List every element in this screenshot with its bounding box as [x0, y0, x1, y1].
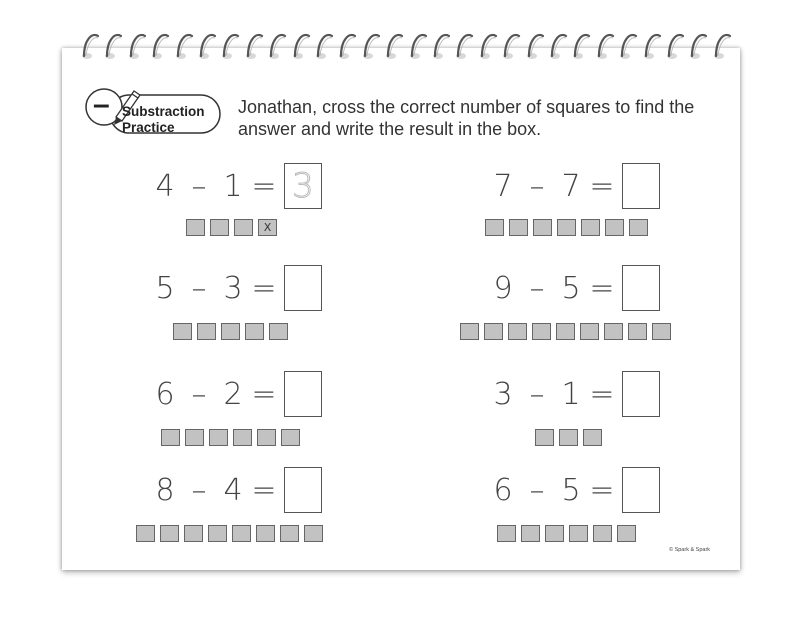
counting-square[interactable] — [256, 525, 275, 542]
answer-box[interactable] — [622, 163, 660, 209]
counting-square[interactable] — [233, 429, 252, 446]
counting-square[interactable] — [593, 525, 612, 542]
counting-square[interactable] — [173, 323, 192, 340]
counting-square[interactable] — [559, 429, 578, 446]
counting-square[interactable] — [280, 525, 299, 542]
counting-square[interactable] — [604, 323, 623, 340]
answer-box[interactable] — [284, 265, 322, 311]
subtraction-problem — [486, 371, 660, 417]
subtrahend: 7 — [561, 168, 581, 204]
counting-square[interactable] — [160, 525, 179, 542]
counting-square[interactable] — [234, 219, 253, 236]
spiral-coil — [710, 30, 738, 62]
counting-square[interactable] — [545, 525, 564, 542]
minus-operator: – — [529, 270, 545, 306]
minuend: 4 — [155, 168, 175, 204]
counting-squares — [173, 323, 288, 340]
subtrahend: 1 — [561, 376, 581, 412]
minus-sign: – — [93, 88, 110, 121]
badge-line1: Substraction — [122, 104, 205, 119]
subtrahend: 4 — [223, 472, 243, 508]
subtraction-problem — [486, 467, 660, 513]
counting-square[interactable] — [533, 219, 552, 236]
subtraction-problem — [148, 467, 322, 513]
counting-square[interactable] — [460, 323, 479, 340]
equals-sign: = — [589, 472, 615, 508]
counting-square[interactable] — [605, 219, 624, 236]
minus-operator: – — [529, 472, 545, 508]
equals-sign: = — [589, 270, 615, 306]
minus-operator: – — [529, 168, 545, 204]
counting-square[interactable] — [532, 323, 551, 340]
counting-square[interactable] — [580, 323, 599, 340]
minuend: 7 — [493, 168, 513, 204]
subtrahend: 5 — [561, 270, 581, 306]
minus-operator: – — [191, 472, 207, 508]
answer-box[interactable] — [622, 467, 660, 513]
counting-square[interactable] — [581, 219, 600, 236]
counting-square[interactable] — [484, 323, 503, 340]
equals-sign: = — [251, 270, 277, 306]
counting-squares — [136, 525, 323, 542]
badge-line2: Practice — [122, 120, 175, 135]
subtraction-problem — [148, 371, 322, 417]
minus-operator: – — [191, 168, 207, 204]
counting-square[interactable] — [269, 323, 288, 340]
counting-square[interactable] — [161, 429, 180, 446]
copyright-notice: © Spark & Spark — [669, 547, 711, 553]
crossed-square[interactable]: X — [258, 219, 277, 236]
counting-square[interactable] — [628, 323, 647, 340]
answer-box[interactable] — [284, 467, 322, 513]
answer-box[interactable] — [622, 371, 660, 417]
counting-square[interactable] — [185, 429, 204, 446]
counting-square[interactable] — [304, 525, 323, 542]
counting-square[interactable] — [556, 323, 575, 340]
counting-squares — [535, 429, 602, 446]
minuend: 5 — [155, 270, 175, 306]
minuend: 6 — [155, 376, 175, 412]
minuend: 3 — [493, 376, 513, 412]
counting-square[interactable] — [629, 219, 648, 236]
counting-square[interactable] — [209, 429, 228, 446]
counting-square[interactable] — [257, 429, 276, 446]
counting-square[interactable] — [210, 219, 229, 236]
subtraction-problem — [148, 163, 322, 209]
minus-operator: – — [191, 270, 207, 306]
subtrahend: 3 — [223, 270, 243, 306]
counting-square[interactable] — [485, 219, 504, 236]
counting-square[interactable] — [569, 525, 588, 542]
minuend: 9 — [493, 270, 513, 306]
instructions-text: Jonathan, cross the correct number of squares to find the answer and write the result in the box. — [238, 97, 695, 139]
answer-box[interactable] — [284, 371, 322, 417]
counting-square[interactable] — [136, 525, 155, 542]
counting-square[interactable] — [497, 525, 516, 542]
counting-square[interactable] — [521, 525, 540, 542]
counting-square[interactable] — [583, 429, 602, 446]
subtraction-problem — [486, 163, 660, 209]
minuend: 8 — [155, 472, 175, 508]
counting-squares — [161, 429, 300, 446]
subtrahend: 1 — [223, 168, 243, 204]
counting-square[interactable] — [509, 219, 528, 236]
counting-square[interactable] — [208, 525, 227, 542]
counting-square[interactable] — [197, 323, 216, 340]
counting-squares — [497, 525, 636, 542]
subtraction-problem — [148, 265, 322, 311]
counting-square[interactable] — [557, 219, 576, 236]
counting-square[interactable] — [245, 323, 264, 340]
minuend: 6 — [493, 472, 513, 508]
counting-square[interactable] — [281, 429, 300, 446]
equals-sign: = — [251, 472, 277, 508]
minus-operator: – — [529, 376, 545, 412]
counting-square[interactable] — [221, 323, 240, 340]
counting-square[interactable] — [617, 525, 636, 542]
equals-sign: = — [589, 168, 615, 204]
subtrahend: 2 — [223, 376, 243, 412]
counting-squares — [186, 219, 277, 236]
badge-title — [122, 104, 205, 136]
subtraction-problem — [486, 265, 660, 311]
counting-square[interactable] — [652, 323, 671, 340]
counting-squares — [460, 323, 671, 340]
equals-sign: = — [251, 168, 277, 204]
counting-square[interactable] — [232, 525, 251, 542]
counting-square[interactable] — [186, 219, 205, 236]
answer-box[interactable] — [622, 265, 660, 311]
counting-square[interactable] — [184, 525, 203, 542]
equals-sign: = — [251, 376, 277, 412]
counting-square[interactable] — [535, 429, 554, 446]
counting-square[interactable] — [508, 323, 527, 340]
equals-sign: = — [589, 376, 615, 412]
answer-box[interactable]: 3 — [284, 163, 322, 209]
subtrahend: 5 — [561, 472, 581, 508]
minus-operator: – — [191, 376, 207, 412]
counting-squares — [485, 219, 648, 236]
